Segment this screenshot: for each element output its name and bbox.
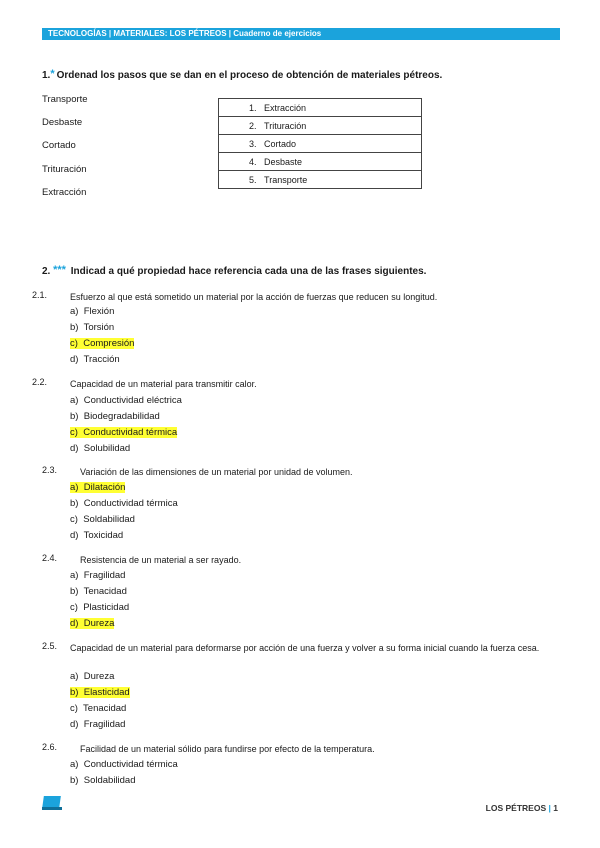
sub-question-text: Esfuerzo al que está sometido un material por la acción de fuerzas que reducen su longitud. <box>70 292 438 302</box>
option-letter: b) <box>70 775 79 786</box>
step-label: Cortado <box>264 138 297 149</box>
option-letter: c) <box>70 427 78 438</box>
option[interactable] <box>70 394 182 408</box>
question-1-title <box>42 68 442 81</box>
list-item: Trituración <box>42 163 87 175</box>
option-letter: a) <box>70 570 79 581</box>
sub-question-text: Capacidad de un material para transmitir calor. <box>70 379 257 389</box>
option[interactable] <box>70 410 160 424</box>
question-2-title <box>42 264 426 277</box>
option-letter: a) <box>70 482 79 493</box>
option-text: Soldabilidad <box>83 514 135 525</box>
option-selected[interactable] <box>70 481 125 495</box>
option-text: Dureza <box>83 671 115 682</box>
option-text: Torsión <box>83 322 115 333</box>
option-text: Conductividad térmica <box>83 498 178 509</box>
option-text: Dilatación <box>83 482 126 493</box>
option-selected[interactable] <box>70 617 114 631</box>
table-cell <box>219 117 422 135</box>
header-title: TECNOLOGÍAS | MATERIALES: LOS PÉTREOS | Cuaderno de ejercicios <box>48 29 322 38</box>
option-letter: b) <box>70 411 79 422</box>
option[interactable] <box>70 321 114 335</box>
step-label: Trituración <box>264 120 307 131</box>
step-number: 2. <box>249 120 257 131</box>
header-bar <box>42 28 560 40</box>
option-letter: c) <box>70 514 78 525</box>
option-letter: b) <box>70 586 79 597</box>
sub-question-text: Facilidad de un material sólido para fundirse por efecto de la temperatura. <box>80 744 375 754</box>
option-selected[interactable] <box>70 686 130 700</box>
option[interactable] <box>70 702 126 716</box>
option[interactable] <box>70 601 129 615</box>
option-letter: b) <box>70 322 79 333</box>
option-text: Conductividad eléctrica <box>83 395 182 406</box>
option-text: Conductividad térmica <box>83 427 178 438</box>
option[interactable] <box>70 670 114 684</box>
option-letter: a) <box>70 395 79 406</box>
sub-question-number: 2.3. <box>42 465 58 475</box>
difficulty-star-icon: * <box>50 68 55 80</box>
option-letter: b) <box>70 498 79 509</box>
sub-question-number: 2.1. <box>32 290 48 300</box>
sub-question-number: 2.5. <box>42 641 58 651</box>
list-item: Desbaste <box>42 117 83 129</box>
question-2-number: 2. <box>42 266 51 277</box>
list-item: Transporte <box>42 94 88 105</box>
footer-separator: | <box>548 803 551 813</box>
option[interactable] <box>70 569 125 583</box>
ordered-steps-table <box>218 98 422 189</box>
option[interactable] <box>70 758 178 772</box>
sub-question-text: Capacidad de un material para deformarse por acción de una fuerza y volver a su forma inicial cuando la fuerza cesa. <box>70 643 540 653</box>
sub-question-number: 2.2. <box>32 377 48 387</box>
step-number: 5. <box>249 174 257 185</box>
option-text: Tracción <box>83 354 120 365</box>
question-1-number: 1. <box>42 70 51 81</box>
option-text: Soldabilidad <box>83 775 136 786</box>
option[interactable] <box>70 353 120 367</box>
table-row <box>219 117 422 135</box>
sub-question-text: Resistencia de un material a ser rayado. <box>80 555 242 565</box>
option-selected[interactable] <box>70 426 177 440</box>
question-1-text: Ordenad los pasos que se dan en el proceso de obtención de materiales pétreos. <box>56 70 443 81</box>
option-text: Flexión <box>83 306 115 317</box>
option-text: Elasticidad <box>83 687 130 698</box>
option-letter: c) <box>70 338 78 349</box>
option-letter: d) <box>70 354 79 365</box>
question-2-text: Indicad a qué propiedad hace referencia cada una de las frases siguientes. <box>70 266 427 277</box>
option-text: Fragilidad <box>83 719 126 730</box>
option-letter: d) <box>70 530 79 541</box>
sub-question-number: 2.4. <box>42 553 58 563</box>
list-item: Cortado <box>42 140 76 152</box>
table-cell <box>219 135 422 153</box>
difficulty-stars-icon: *** <box>53 264 66 276</box>
option[interactable] <box>70 585 127 599</box>
option-text: Conductividad térmica <box>83 759 178 770</box>
sub-question-text: Variación de las dimensiones de un material por unidad de volumen. <box>80 467 353 477</box>
option[interactable] <box>70 529 123 543</box>
table-row <box>219 135 422 153</box>
option-letter: a) <box>70 306 79 317</box>
option-text: Dureza <box>83 618 115 629</box>
option-text: Toxicidad <box>83 530 124 541</box>
option-text: Compresión <box>83 338 135 349</box>
option-text: Biodegradabilidad <box>83 411 160 422</box>
step-number: 4. <box>249 156 257 167</box>
option[interactable] <box>70 497 178 511</box>
option-letter: a) <box>70 759 79 770</box>
table-row <box>219 153 422 171</box>
option[interactable] <box>70 442 130 456</box>
step-label: Transporte <box>264 174 308 185</box>
option-text: Solubilidad <box>83 443 131 454</box>
option-letter: d) <box>70 719 79 730</box>
step-label: Desbaste <box>264 156 303 167</box>
sub-question-number: 2.6. <box>42 742 58 752</box>
table-cell <box>219 153 422 171</box>
option[interactable] <box>70 774 136 788</box>
option[interactable] <box>70 718 125 732</box>
table-row <box>219 99 422 117</box>
step-label: Extracción <box>264 102 307 113</box>
step-number: 1. <box>249 102 257 113</box>
option-selected[interactable] <box>70 337 134 351</box>
footer-section: LOS PÉTREOS <box>485 803 547 813</box>
option-letter: d) <box>70 443 79 454</box>
option[interactable] <box>70 305 114 319</box>
publisher-logo-icon <box>42 795 62 811</box>
step-number: 3. <box>249 138 257 149</box>
unordered-steps-list <box>42 92 162 208</box>
table-row <box>219 171 422 189</box>
table-cell <box>219 171 422 189</box>
option-letter: a) <box>70 671 79 682</box>
option-letter: b) <box>70 687 79 698</box>
option-text: Tenacidad <box>83 586 127 597</box>
option-text: Plasticidad <box>83 602 130 613</box>
option[interactable] <box>70 513 135 527</box>
list-item: Extracción <box>42 186 87 198</box>
table-cell <box>219 99 422 117</box>
option-text: Tenacidad <box>83 703 127 714</box>
option-letter: c) <box>70 602 78 613</box>
page-number: 1 <box>553 803 558 813</box>
option-letter: d) <box>70 618 79 629</box>
option-letter: c) <box>70 703 78 714</box>
option-text: Fragilidad <box>83 570 126 581</box>
footer-page-label <box>486 803 558 813</box>
